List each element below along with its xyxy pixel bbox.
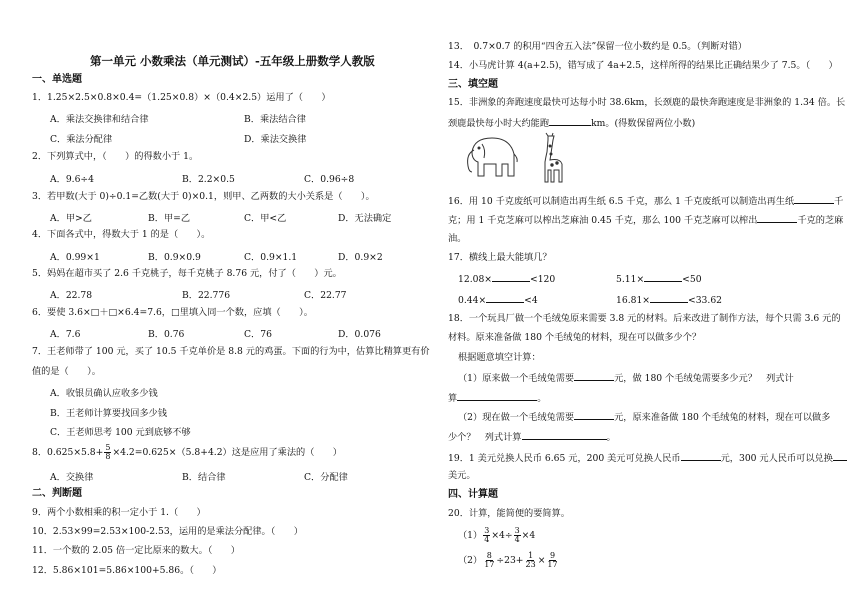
q18-blank-1[interactable] — [574, 371, 614, 381]
q17-e4-right: <33.62 — [688, 295, 723, 306]
giraffe-icon — [545, 133, 562, 182]
q19-blank-1[interactable] — [681, 451, 721, 461]
section-calculation: 四、计算题 — [448, 489, 498, 500]
q15-answer-blank[interactable] — [549, 116, 591, 126]
q20-e1-end: ×4 — [521, 530, 536, 541]
question-15-line2 — [448, 116, 695, 130]
q6-option-b[interactable]: B．0.76 — [148, 329, 185, 340]
q20-expr-1 — [458, 525, 535, 547]
q5-option-c[interactable]: C．22.77 — [304, 290, 347, 301]
question-15-line1: 15．非洲象的奔跑速度最快可达每小时 38.6km，长颈鹿的最快奔跑速度是非洲象的 1.34 倍。长 — [448, 97, 846, 108]
question-2-stem: 2．下列算式中，（ ）的得数小于 1。 — [32, 151, 199, 162]
question-18-line2: 材料。原来准备做 180 个毛绒兔的材料，现在可以做多少个？ — [448, 332, 702, 343]
q17-e2-right: <50 — [682, 274, 702, 285]
fraction-3-4 — [483, 527, 490, 544]
animals-illustration — [462, 132, 580, 186]
q16-text-a: 16．用 10 千克废纸可以制造出再生纸 6.5 千克，那么 1 千克废纸可以制造出再生纸 — [448, 196, 795, 207]
q8-option-c[interactable]: C．分配律 — [304, 472, 348, 483]
q17-blank-1[interactable] — [492, 272, 530, 282]
fraction-numerator: 8 — [486, 551, 492, 560]
question-1-stem: 1．1.25×2.5×0.8×0.4=（1.25×0.8）×（0.4×2.5）运用了（ ） — [32, 92, 331, 103]
q19-text-b: 元，300 元人民币可以兑换 — [720, 453, 833, 464]
question-19-line1 — [448, 451, 847, 465]
q16-text-c: 克；用 1 千克芝麻可以榨出芝麻油 0.45 千克，那么 100 千克芝麻可以榨出 — [448, 215, 758, 226]
fraction-numerator: 5 — [105, 443, 111, 452]
q18-blank-2[interactable] — [457, 391, 537, 401]
q8-option-a[interactable]: A．交换律 — [50, 472, 94, 483]
q18-text-g: 少个？ 列式计算 — [448, 432, 522, 443]
q5-option-a[interactable]: A．22.78 — [50, 290, 93, 301]
question-12: 12．5.86×101=5.86×100+5.86。（ ） — [32, 565, 222, 576]
question-20-stem: 20．计算，能简便的要简算。 — [448, 508, 570, 519]
question-18-line4 — [458, 371, 794, 385]
fraction-numerator: 1 — [528, 551, 534, 560]
question-10: 10．2.53×99=2.53×100-2.53，运用的是乘法分配律。（ ） — [32, 526, 303, 537]
q18-blank-3[interactable] — [574, 410, 614, 420]
q2-option-c[interactable]: C．0.96÷8 — [304, 174, 355, 185]
q1-option-b[interactable]: B．乘法结合律 — [244, 114, 306, 125]
question-16-line3: 油。 — [448, 233, 467, 244]
question-4-stem: 4．下面各式中，得数大于 1 的是（ ）。 — [32, 229, 211, 240]
fraction-numerator: 3 — [514, 526, 520, 535]
fraction-denominator: 23 — [525, 560, 536, 569]
q19-text-a: 19．1 美元兑换人民币 6.65 元，200 美元可兑换人民币 — [448, 453, 681, 464]
q20-e2-op: ÷23+ — [496, 555, 524, 566]
page-title: 第一单元 小数乘法（单元测试）-五年级上册数学人教版 — [90, 54, 375, 68]
question-11: 11．一个数的 2.05 倍一定比原来的数大。（ ） — [32, 545, 240, 556]
q3-option-a[interactable]: A．甲>乙 — [50, 213, 92, 224]
question-5-stem: 5．妈妈在超市买了 2.6 千克桃子，每千克桃子 8.76 元，付了（ ）元。 — [32, 268, 342, 279]
q17-e2-left: 5.11× — [616, 274, 645, 285]
q4-option-b[interactable]: B．0.9×0.9 — [148, 252, 201, 263]
q2-option-a[interactable]: A．9.6÷4 — [50, 174, 94, 185]
q17-blank-2[interactable] — [644, 272, 682, 282]
fraction-denominator: 4 — [484, 535, 490, 544]
question-17-stem: 17．横线上最大能填几？ — [448, 252, 552, 263]
q1-option-a[interactable]: A．乘法交换律和结合律 — [50, 114, 149, 125]
question-18-line6 — [458, 410, 830, 424]
q3-option-b[interactable]: B．甲=乙 — [148, 213, 191, 224]
question-16-line1 — [448, 194, 843, 208]
fraction-3-4 — [514, 527, 521, 544]
q20-e1-label: （1） — [458, 530, 483, 541]
fraction-denominator: 4 — [514, 535, 520, 544]
q18-text-h: 。 — [606, 432, 616, 443]
q17-expr-1 — [458, 272, 555, 286]
question-18-line5 — [448, 391, 546, 405]
q6-option-c[interactable]: C．76 — [244, 329, 272, 340]
fraction-1-23 — [525, 552, 537, 569]
question-7-stem-line2: 值的是（ ）。 — [32, 366, 101, 377]
question-9: 9．两个小数相乘的积一定小于 1.（ ） — [32, 507, 206, 518]
q18-text-d: 。 — [537, 393, 547, 404]
q2-option-b[interactable]: B．2.2×0.5 — [182, 174, 235, 185]
q17-e3-left: 0.44× — [458, 295, 487, 306]
question-6-stem: 6．要使 3.6×□＋□×6.4=7.6，□里填入同一个数，应填（ ）。 — [32, 307, 313, 318]
q18-text-e: （2）现在做一个毛绒兔需要 — [458, 412, 575, 423]
q3-option-d[interactable]: D．无法确定 — [338, 213, 392, 224]
question-18-line3: 根据题意填空计算： — [458, 352, 541, 363]
fraction-8-17 — [483, 552, 495, 569]
q5-option-b[interactable]: B．22.776 — [182, 290, 231, 301]
q16-blank-1[interactable] — [794, 194, 834, 204]
elephant-icon — [468, 138, 518, 176]
q4-option-a[interactable]: A．0.99×1 — [50, 252, 100, 263]
q1-option-c[interactable]: C．乘法分配律 — [50, 134, 113, 145]
q19-blank-2[interactable] — [833, 451, 847, 461]
q7-option-a[interactable]: A．收银员确认应收多少钱 — [50, 388, 158, 399]
section-true-false: 二、判断题 — [32, 488, 82, 499]
q16-text-d: 千克的芝麻 — [797, 215, 844, 226]
q18-blank-4[interactable] — [522, 430, 607, 440]
q18-text-c: 算 — [448, 393, 458, 404]
fraction-9-17 — [546, 552, 558, 569]
question-7-stem-line1: 7．王老师带了 100 元，买了 10.5 千克单价是 8.8 元的鸡蛋。下面的行为中，估算比精算更有价 — [32, 346, 430, 357]
q17-e1-right: <120 — [530, 274, 556, 285]
section-single-choice: 一、单选题 — [32, 74, 82, 85]
question-13: 13． 0.7×0.7 的积用“四舍五入法”保留一位小数约是 0.5。（判断对错） — [448, 41, 747, 52]
question-18-line7 — [448, 430, 616, 444]
fraction-numerator: 9 — [549, 551, 556, 560]
q16-text-b: 千 — [834, 196, 844, 207]
question-19-line2: 美元。 — [448, 470, 476, 481]
q15-text-a: 颈鹿最快每小时大约能跑 — [448, 118, 550, 129]
question-18-line1: 18．一个玩具厂做一个毛绒兔原来需要 3.8 元的材料。后来改进了制作方法，每个只需 3.6 元的 — [448, 313, 841, 324]
q1-option-d[interactable]: D．乘法交换律 — [244, 134, 307, 145]
question-14: 14．小马虎计算 4(a+2.5)，错写成了 4a+2.5，这样所得的结果比正确结果少了 7.5。（ ） — [448, 60, 838, 71]
q18-text-a: （1）原来做一个毛绒兔需要 — [458, 373, 575, 384]
q3-option-c[interactable]: C．甲<乙 — [244, 213, 287, 224]
q18-text-f: 元，原来准备做 180 个毛绒兔的材料，现在可以做多 — [614, 412, 831, 423]
q20-e1-op: ×4÷ — [491, 530, 513, 541]
q7-option-b[interactable]: B．王老师计算要找回多少钱 — [50, 408, 168, 419]
q17-blank-4[interactable] — [650, 293, 688, 303]
fraction-numerator: 3 — [484, 526, 490, 535]
fraction-denominator: 8 — [105, 452, 111, 461]
q20-e2-label: （2） — [458, 555, 483, 566]
q17-blank-3[interactable] — [486, 293, 524, 303]
q17-expr-2 — [616, 272, 702, 286]
q17-expr-4 — [616, 293, 722, 307]
section-fill-in: 三、填空题 — [448, 79, 498, 90]
q15-text-b: km。(得数保留两位小数) — [591, 118, 696, 129]
q17-e4-left: 16.81× — [616, 295, 651, 306]
q7-option-c[interactable]: C．王老师思考 100 元到底够不够 — [50, 427, 191, 438]
fraction-5-8 — [104, 444, 111, 461]
q18-text-b: 元，做 180 个毛绒兔需要多少元？ 列式计 — [614, 373, 794, 384]
question-3-stem: 3．若甲数(大于 0)÷0.1=乙数(大于 0)×0.1，则甲、乙两数的大小关系是（ ）。 — [32, 191, 375, 202]
q8-pre: 8．0.625×5.8+ — [32, 447, 104, 458]
q17-e1-left: 12.08× — [458, 274, 493, 285]
q6-option-a[interactable]: A．7.6 — [50, 329, 81, 340]
q17-expr-3 — [458, 293, 538, 307]
question-8-stem — [32, 443, 342, 463]
q8-option-b[interactable]: B．结合律 — [182, 472, 226, 483]
q8-post: ×4.2=0.625×（5.8+4.2）这是应用了乘法的（ ） — [112, 447, 342, 458]
fraction-denominator: 17 — [547, 560, 558, 569]
q17-e3-right: <4 — [524, 295, 538, 306]
q16-blank-2[interactable] — [757, 213, 797, 223]
q4-option-c[interactable]: C．0.9×1.1 — [244, 252, 298, 263]
fraction-denominator: 17 — [484, 560, 495, 569]
q20-expr-2 — [458, 550, 560, 572]
q6-option-d[interactable]: D．0.076 — [338, 329, 381, 340]
q4-option-d[interactable]: D．0.9×2 — [338, 252, 383, 263]
question-16-line2 — [448, 213, 843, 227]
q20-e2-times: × — [537, 555, 546, 566]
